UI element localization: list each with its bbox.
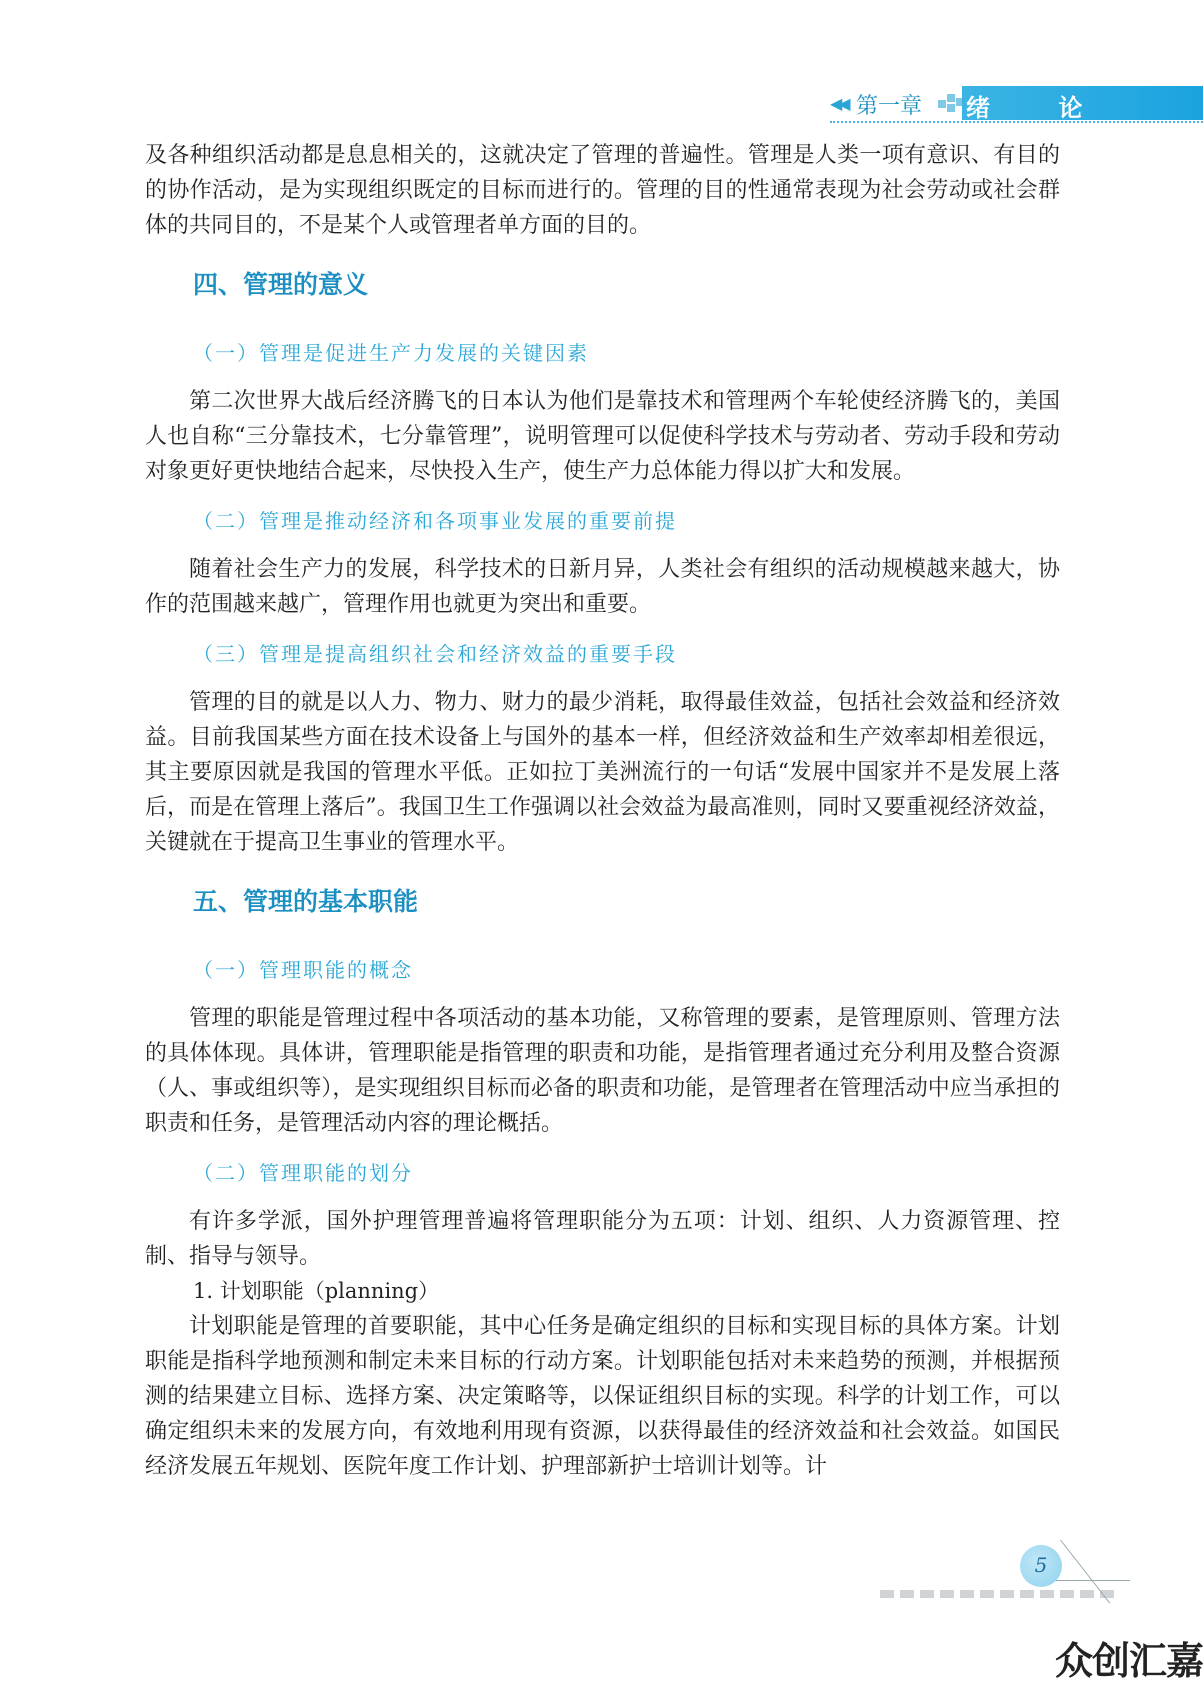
chapter-label: 第一章 [856, 94, 923, 119]
paragraph: 有许多学派，国外护理管理普遍将管理职能分为五项：计划、组织、人力资源管理、控制、指导与领导。 [145, 1209, 1060, 1269]
paragraph: 及各种组织活动都是息息相关的，这就决定了管理的普遍性。管理是人类一项有意识、有目的的协作活动，是为实现组织既定的目标而进行的。管理的目的性通常表现为社会劳动或社会群体的共同目的，不是某个人或管理者单方面的目的。 [145, 143, 1060, 238]
section-heading: 四、管理的意义 [193, 270, 369, 299]
paragraph: 计划职能是管理的首要职能，其中心任务是确定组织的目标和实现目标的具体方案。计划职能是指科学地预测和制定未来目标的行动方案。计划职能包括对未来趋势的预测，并根据预测的结果建立目标、选择方案、决定策略等，以保证组织目标的实现。科学的计划工作，可以确定组织未来的发展方向，有效地利用现有资源，以获得最佳的经济效益和社会效益。如国民经济发展五年规划、医院年度工作计划、护理部新护士培训计划等。计 [145, 1314, 1060, 1479]
paragraph: 第二次世界大战后经济腾飞的日本认为他们是靠技术和管理两个车轮使经济腾飞的，美国人也自称“三分靠技术，七分靠管理”，说明管理可以促使科学技术与劳动者、劳动手段和劳动对象更好更快地结合起来，尽快投入生产，使生产力总体能力得以扩大和发展。 [145, 389, 1060, 484]
double-arrow-left-icon: ◀◀ [830, 94, 847, 113]
subsection-heading: （三）管理是提高组织社会和经济效益的重要手段 [193, 642, 677, 666]
list-item-heading: 1. 计划职能（planning） [193, 1279, 440, 1303]
header-dotted-rule [830, 121, 1203, 123]
chapter-title: 绪 论 [966, 93, 1113, 122]
footer-stripe-decoration [880, 1590, 1120, 1598]
paragraph: 管理的目的就是以人力、物力、财力的最少消耗，取得最佳效益，包括社会效益和经济效益。目前我国某些方面在技术设备上与国外的基本一样，但经济效益和生产效率却相差很远，其主要原因就是我国的管理水平低。正如拉丁美洲流行的一句话“发展中国家并不是发展上落后，而是在管理上落后”。我国卫生工作强调以社会效益为最高准则，同时又要重视经济效益，关键就在于提高卫生事业的管理水平。 [145, 690, 1060, 855]
paragraph: 随着社会生产力的发展，科学技术的日新月异，人类社会有组织的活动规模越来越大，协作的范围越来越广，管理作用也就更为突出和重要。 [145, 557, 1060, 617]
subsection-heading: （一）管理职能的概念 [193, 958, 413, 982]
paragraph: 管理的职能是管理过程中各项活动的基本功能，又称管理的要素，是管理原则、管理方法的具体体现。具体讲，管理职能是指管理的职责和功能，是指管理者通过充分利用及整合资源（人、事或组织等），是实现组织目标而必备的职责和功能，是管理者在管理活动中应当承担的职责和任务，是管理活动内容的理论概括。 [145, 1006, 1060, 1136]
subsection-heading: （二）管理是推动经济和各项事业发展的重要前提 [193, 509, 677, 533]
watermark-logo: 众创汇嘉 [1054, 1639, 1203, 1683]
chapter-header [830, 86, 1203, 120]
subsection-heading: （一）管理是促进生产力发展的关键因素 [193, 341, 589, 365]
page-body [145, 138, 1060, 1484]
subsection-heading: （二）管理职能的划分 [193, 1161, 413, 1185]
section-heading: 五、管理的基本职能 [193, 887, 419, 916]
page-number: 5 [1020, 1545, 1062, 1587]
